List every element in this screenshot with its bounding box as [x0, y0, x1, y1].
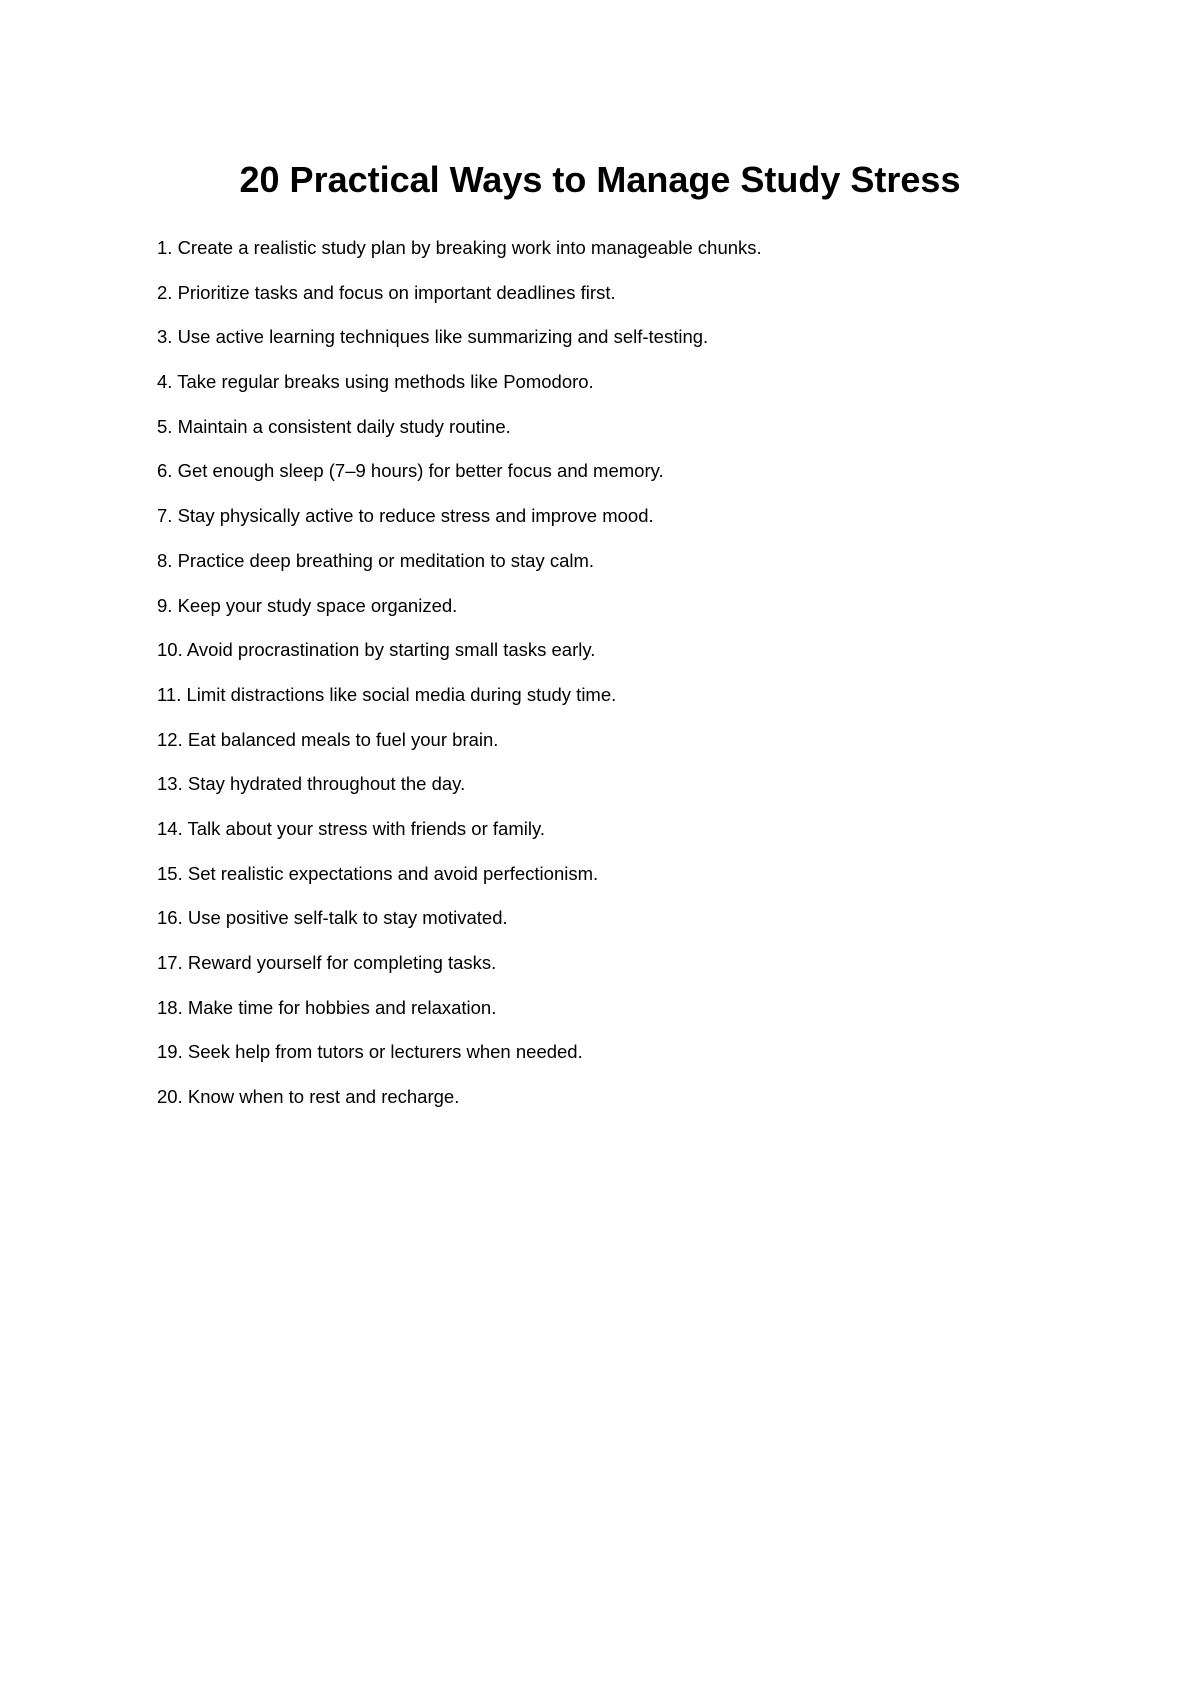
tip-item: 18. Make time for hobbies and relaxation.	[157, 996, 497, 1018]
tip-item: 16. Use positive self-talk to stay motivated.	[157, 907, 508, 929]
tip-item: 7. Stay physically active to reduce stress and improve mood.	[157, 505, 654, 527]
tip-item: 6. Get enough sleep (7–9 hours) for better focus and memory.	[157, 460, 664, 482]
tip-item: 2. Prioritize tasks and focus on important deadlines first.	[157, 281, 616, 303]
tip-item: 19. Seek help from tutors or lecturers when needed.	[157, 1041, 583, 1063]
document-title: 20 Practical Ways to Manage Study Stress	[239, 159, 961, 200]
tip-item: 12. Eat balanced meals to fuel your brain.	[157, 728, 499, 750]
tip-item: 14. Talk about your stress with friends or family.	[157, 817, 545, 839]
tips-list	[157, 236, 762, 1130]
tip-item: 3. Use active learning techniques like summarizing and self-testing.	[157, 326, 709, 348]
tip-item: 11. Limit distractions like social media during study time.	[157, 683, 617, 705]
tip-item: 15. Set realistic expectations and avoid perfectionism.	[157, 862, 599, 884]
tip-item: 4. Take regular breaks using methods like Pomodoro.	[157, 371, 594, 393]
tip-item: 10. Avoid procrastination by starting small tasks early.	[157, 639, 596, 661]
tip-item: 9. Keep your study space organized.	[157, 594, 458, 616]
tip-item: 17. Reward yourself for completing tasks.	[157, 952, 497, 973]
tip-item: 20. Know when to rest and recharge.	[157, 1086, 460, 1108]
tip-item: 13. Stay hydrated throughout the day.	[157, 773, 466, 795]
tip-item: 5. Maintain a consistent daily study routine.	[157, 415, 511, 437]
tip-item: 1. Create a realistic study plan by breaking work into manageable chunks.	[157, 237, 762, 258]
tip-item: 8. Practice deep breathing or meditation to stay calm.	[157, 549, 595, 571]
